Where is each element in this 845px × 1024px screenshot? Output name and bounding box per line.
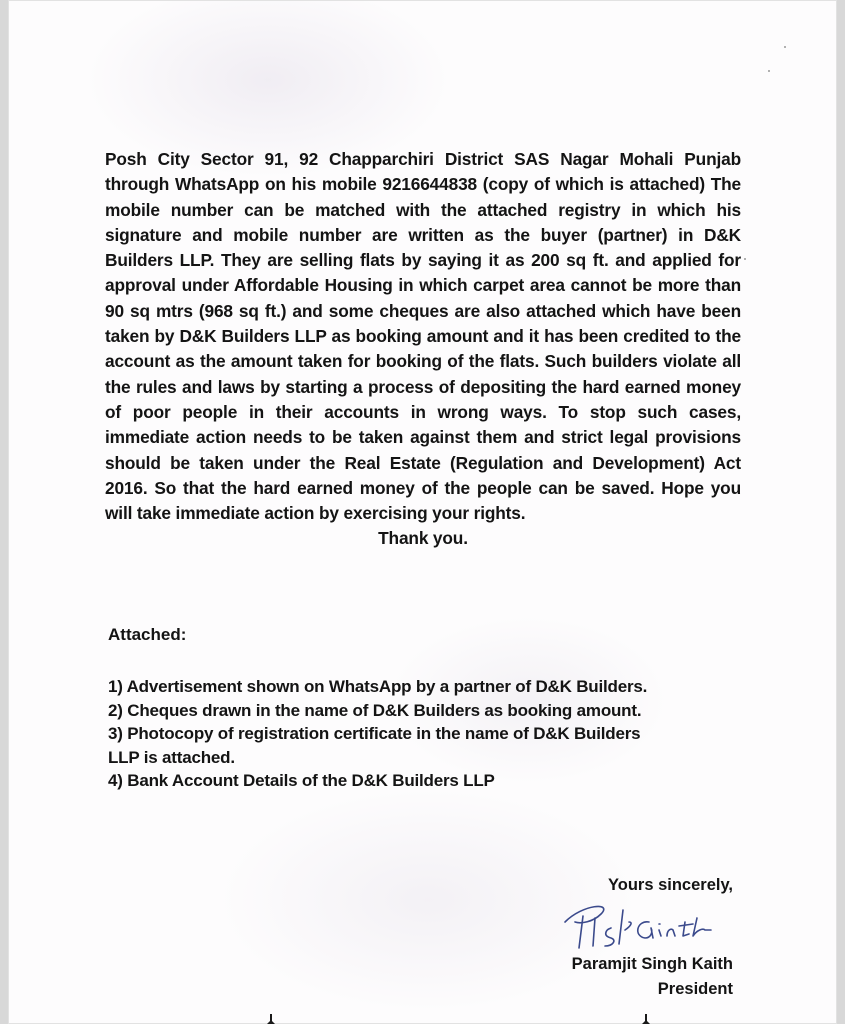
closing-salutation: Yours sincerely, (607, 876, 733, 894)
body-paragraph (105, 147, 741, 526)
attachment-item: 1) Advertisement shown on WhatsApp by a partner of D&K Builders. (108, 677, 648, 696)
body-line: Posh City Sector 91, 92 Chapparchiri District SAS Nagar Mohali (105, 149, 685, 169)
body-line: Builders LLP as booking amount and it has been credited to the (221, 326, 741, 347)
attachment-item: LLP is attached. (108, 747, 235, 767)
body-line: buyer (partner) in D&K Builders LLP. They are selling flats by saying (105, 224, 741, 271)
body-line: hard earned money of poor people in their accounts in wrong ways. (105, 376, 742, 422)
letter-body (105, 147, 741, 552)
attachment-item: 2) Cheques drawn in the name of D&K Builders as booking amount. (108, 700, 642, 720)
body-line: violate all the rules and laws by starting a process of depositing the (105, 351, 741, 397)
body-line: Estate (Regulation and Development) Act 2016. So that the hard (105, 452, 741, 498)
attached-heading: Attached: (108, 625, 187, 644)
body-line: which carpet area cannot be more than 90 sq mtrs (968 sq ft.) and (105, 275, 741, 321)
body-line: Punjab through WhatsApp on his mobile 9216644838 (copy of which (105, 149, 741, 195)
handwritten-signature-icon (553, 900, 763, 960)
body-line: some cheques are also attached which have been taken by D&K (105, 300, 741, 347)
signer-name: Paramjit Singh Kaith (571, 955, 733, 973)
scan-speck (768, 70, 770, 72)
binding-mark-icon (270, 1014, 272, 1024)
attachment-item: 3) Photocopy of registration certificate in the name of D&K Builders (108, 724, 641, 743)
body-line: is attached) The mobile number can be matched with the attached (105, 174, 741, 220)
body-line: them and strict legal provisions should be taken under the Real (105, 427, 741, 473)
body-line: immediate action by exercising your rights. (175, 503, 526, 524)
binding-mark-icon (645, 1014, 647, 1024)
scan-speck (744, 258, 746, 260)
document-page (8, 0, 837, 1024)
scan-speck (784, 46, 786, 48)
body-line: earned money of the people can be saved. Hope you will take (105, 477, 741, 524)
signer-title: President (657, 980, 733, 998)
attachment-item: 4) Bank Account Details of the D&K Builders LLP (108, 771, 495, 790)
body-line: account as the amount taken for booking of the flats. Such builders (105, 351, 664, 372)
body-line: registry in which his signature and mobile number are written as the (105, 199, 741, 245)
body-line: To stop such cases, immediate action needs to be taken against (105, 401, 741, 448)
body-line: it as 200 sq ft. and applied for approval under Affordable Housing in (105, 250, 741, 296)
attachment-list (108, 675, 748, 793)
thank-you-line: Thank you. (378, 528, 468, 549)
